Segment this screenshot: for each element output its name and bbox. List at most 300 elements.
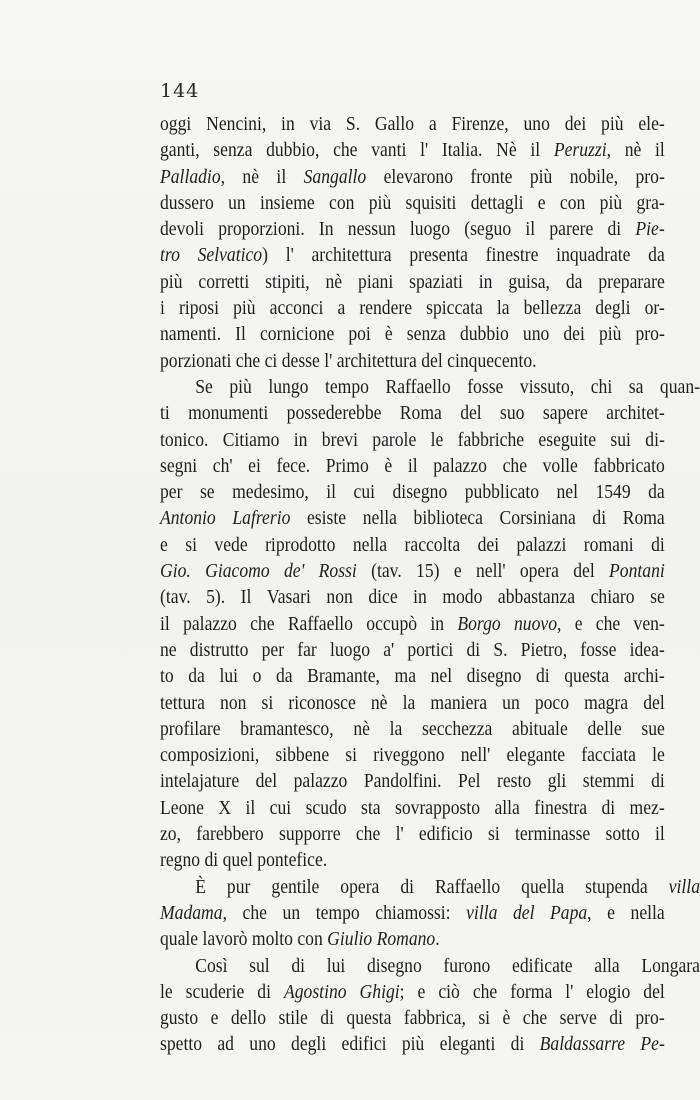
word: del: [512, 901, 535, 924]
text-line: [160, 768, 665, 794]
word: proporzioni.: [218, 218, 305, 241]
text-line: [160, 900, 665, 926]
word: si: [345, 744, 358, 767]
word: nè: [624, 139, 642, 162]
word: Leone: [160, 796, 204, 819]
word: lungo: [268, 375, 309, 398]
word: villa: [668, 875, 700, 898]
word: S.: [493, 638, 508, 661]
word: del: [460, 402, 482, 425]
word: fabbriche: [457, 428, 525, 451]
word: via: [309, 113, 332, 135]
word: di: [400, 875, 415, 898]
word: ven-: [633, 612, 665, 635]
word: palazzo: [433, 454, 487, 477]
word: Lafrerio: [232, 507, 291, 530]
word: edificate: [512, 954, 573, 977]
word: farebbero: [196, 823, 264, 846]
word: lui: [326, 954, 346, 977]
word: regno: [160, 849, 201, 872]
word: È: [195, 875, 206, 898]
word: a: [428, 113, 437, 135]
word: Pandolfini.: [363, 770, 442, 793]
text-line: [160, 111, 665, 137]
word: alla: [594, 954, 620, 977]
word: che: [242, 901, 267, 924]
word: idea-: [629, 638, 665, 661]
word: uno: [522, 323, 550, 346]
word: tettura: [160, 691, 205, 714]
word: 15): [416, 560, 440, 583]
word: un: [502, 691, 520, 714]
text-line: [160, 847, 665, 873]
word: 1549: [595, 481, 631, 504]
word: Romano.: [376, 928, 440, 951]
word: (seguo: [464, 218, 512, 241]
word: ci: [264, 349, 278, 372]
word: zo,: [160, 823, 182, 846]
word: Antonio: [160, 507, 216, 530]
word: finestre: [485, 244, 539, 267]
word: desse: [281, 349, 320, 372]
word: del: [643, 980, 665, 1003]
word: or-: [644, 297, 665, 320]
word: tempo: [324, 375, 369, 398]
word: corretti: [198, 270, 250, 293]
word: Il: [235, 323, 246, 346]
word: Pietro,: [520, 638, 568, 661]
word: di: [651, 770, 665, 793]
word: che: [472, 980, 498, 1003]
text-line: [160, 558, 665, 584]
text-line: [160, 505, 665, 531]
word: e: [537, 191, 546, 214]
word: Il: [240, 586, 252, 609]
word: Agostino: [283, 980, 347, 1003]
word: abbastanza: [497, 586, 576, 609]
word: più: [529, 165, 553, 188]
word: il: [276, 165, 287, 188]
word: la: [496, 297, 510, 320]
word: Baldassarre: [539, 1033, 626, 1056]
word: la: [389, 717, 403, 740]
word: sue: [641, 717, 665, 740]
word: volle: [542, 454, 578, 477]
word: sul: [249, 954, 270, 977]
word: che: [250, 612, 275, 635]
word: fosse: [580, 638, 617, 661]
word: ti: [160, 402, 170, 425]
word: che: [595, 612, 621, 635]
word: per: [261, 638, 285, 661]
word: ele-: [638, 113, 665, 135]
word: in: [281, 113, 295, 135]
word: riveggono: [373, 744, 445, 767]
word: del: [643, 691, 665, 714]
word: gentile: [271, 875, 320, 898]
word: brevi: [321, 428, 358, 451]
word: ne: [160, 638, 177, 661]
word: un: [282, 901, 301, 924]
word: da: [565, 270, 583, 293]
word: luogo: [409, 218, 451, 241]
word: di: [320, 1007, 334, 1030]
word: Italia.: [441, 139, 483, 162]
word: o: [252, 665, 262, 688]
word: spiccata: [426, 297, 483, 320]
word: uno: [523, 113, 550, 135]
word: suo: [500, 402, 525, 425]
word: sotto: [605, 823, 640, 846]
word: S.: [345, 113, 361, 135]
word: tempo: [315, 901, 360, 924]
word: ei: [248, 454, 261, 477]
word: Peruzzi,: [553, 139, 612, 162]
word: preparare: [598, 270, 665, 293]
word: supporre: [279, 823, 341, 846]
word: resto: [497, 770, 532, 793]
word: elogio: [586, 980, 631, 1003]
word: occupò: [366, 612, 418, 635]
word: nè: [325, 270, 343, 293]
word: è: [384, 323, 393, 346]
word: elegante: [506, 744, 566, 767]
word: mez-: [629, 796, 665, 819]
word: de': [283, 560, 305, 583]
word: (tav.: [160, 586, 191, 609]
word: piani: [358, 270, 394, 293]
word: palazzo: [183, 612, 237, 635]
word: fece.: [276, 454, 311, 477]
word: oggi: [160, 113, 192, 135]
word: fabbrica,: [403, 1007, 466, 1030]
word: l': [420, 139, 429, 162]
word: nella: [352, 533, 388, 556]
word: questa: [346, 1007, 392, 1030]
word: scudo: [305, 796, 347, 819]
text-line: [160, 874, 700, 900]
word: gra-: [636, 191, 665, 214]
word: delle: [587, 717, 622, 740]
word: di: [607, 218, 622, 241]
word: cui: [269, 796, 292, 819]
word: da: [188, 665, 205, 688]
word: il: [655, 823, 665, 846]
word: che: [502, 454, 528, 477]
text-line: [160, 321, 665, 347]
word: disegno: [366, 954, 422, 977]
word: sui: [610, 428, 631, 451]
word: far: [297, 638, 317, 661]
word: ciò: [438, 980, 460, 1003]
word: in: [478, 270, 493, 293]
text-line: [160, 164, 665, 190]
word: fronte: [470, 165, 513, 188]
word: parole: [372, 428, 417, 451]
word: architettura: [311, 244, 392, 267]
word: finestra: [534, 796, 588, 819]
word: riposi: [178, 297, 220, 320]
word: palazzo: [293, 770, 348, 793]
word: nell': [475, 560, 506, 583]
word: insieme: [259, 191, 315, 214]
word: Pontani: [609, 560, 665, 583]
word: vanti: [371, 139, 407, 162]
word: magra: [584, 691, 629, 714]
word: più: [368, 191, 392, 214]
text-line: [160, 926, 665, 952]
word: disegno: [392, 481, 448, 504]
word: pro-: [635, 1007, 665, 1030]
word: per: [160, 481, 183, 504]
word: da: [648, 481, 665, 504]
word: intelajature: [160, 770, 240, 793]
word: riconosce: [288, 691, 356, 714]
word: e: [210, 1007, 219, 1030]
word: gusto: [160, 1007, 199, 1030]
text-line: [160, 532, 665, 558]
word: dice: [368, 586, 398, 609]
word: edificio: [418, 823, 473, 846]
word: Vasari: [266, 586, 311, 609]
word: terminasse: [514, 823, 591, 846]
word: riprodotto: [265, 533, 336, 556]
word: le: [652, 744, 665, 767]
word: maniera: [430, 691, 488, 714]
word: Papa,: [550, 901, 592, 924]
text-line: [160, 821, 665, 847]
word: secchezza: [422, 717, 493, 740]
text-line: [160, 427, 665, 453]
word: più: [401, 1033, 425, 1056]
word: possederebbe: [286, 402, 382, 425]
text-line: [160, 795, 665, 821]
word: Citiamo: [222, 428, 280, 451]
word: Così: [195, 954, 228, 977]
word: Pie-: [635, 218, 665, 241]
word: rendere: [359, 297, 413, 320]
word: eleganti: [439, 1033, 496, 1056]
word: Ghigi;: [359, 980, 405, 1003]
word: il: [326, 481, 337, 504]
word: dubbio,: [266, 139, 320, 162]
word: quel: [222, 849, 253, 872]
word: squisiti: [405, 191, 457, 214]
word: opera: [340, 875, 380, 898]
word: e: [417, 980, 426, 1003]
word: dei: [564, 113, 587, 135]
word: sibbene: [275, 744, 330, 767]
word: di: [257, 980, 272, 1003]
word: le: [430, 428, 444, 451]
word: si: [261, 691, 274, 714]
word: nella: [630, 901, 665, 924]
word: to: [160, 665, 174, 688]
word: nessun: [347, 218, 396, 241]
word: di: [601, 796, 616, 819]
word: che: [333, 139, 358, 162]
word: più: [229, 375, 252, 398]
word: presenta: [409, 244, 468, 267]
word: Gallo: [374, 113, 415, 135]
word: chi: [590, 375, 613, 398]
word: X: [218, 796, 232, 819]
word: parere: [549, 218, 594, 241]
word: il: [245, 796, 256, 819]
word: che: [522, 1007, 548, 1030]
word: in: [293, 428, 308, 451]
word: si: [185, 533, 197, 556]
text-line: [160, 295, 665, 321]
word: Pel: [458, 770, 481, 793]
word: nè: [353, 717, 370, 740]
word: ma: [394, 665, 417, 688]
word: il: [525, 218, 536, 241]
word: di: [510, 1033, 525, 1056]
word: quella: [521, 875, 565, 898]
word: chiaro: [590, 586, 635, 609]
word: più: [601, 113, 624, 135]
word: Nencini,: [206, 113, 267, 135]
word: sapere: [542, 402, 588, 425]
word: Gio.: [160, 560, 191, 583]
word: Selvatico): [197, 244, 268, 267]
word: quan-: [659, 375, 700, 398]
word: stupenda: [585, 875, 648, 898]
word: dello: [230, 1007, 267, 1030]
word: con: [559, 191, 586, 214]
text-line: [160, 374, 700, 400]
word: del: [421, 349, 443, 372]
word: segni: [160, 454, 198, 477]
word: architettura: [336, 349, 417, 372]
word: l': [395, 823, 404, 846]
word: uno: [249, 1033, 276, 1056]
word: Corsiniana: [499, 507, 576, 530]
word: profilare: [160, 717, 221, 740]
word: fabbricato: [593, 454, 665, 477]
word: lui: [219, 665, 239, 688]
text-line: [160, 216, 665, 242]
word: distrutto: [189, 638, 249, 661]
word: di: [291, 954, 306, 977]
word: Rossi: [318, 560, 357, 583]
word: esiste: [306, 507, 347, 530]
text-line: [160, 1005, 665, 1031]
word: Longara: [641, 954, 700, 977]
word: se: [650, 586, 665, 609]
word: dettagli: [470, 191, 524, 214]
word: pur: [226, 875, 251, 898]
word: poco: [534, 691, 570, 714]
word: In: [318, 218, 334, 241]
word: villa: [466, 901, 498, 924]
word: ch': [212, 454, 233, 477]
word: Primo: [325, 454, 369, 477]
word: con: [297, 928, 323, 951]
word: di: [651, 533, 665, 556]
word: il: [655, 139, 665, 162]
word: di: [204, 849, 219, 872]
word: Sangallo: [303, 165, 367, 188]
word: stipiti,: [265, 270, 310, 293]
word: Firenze,: [451, 113, 509, 135]
word: più: [160, 270, 183, 293]
word: degli: [595, 297, 631, 320]
text-line: [160, 953, 700, 979]
word: più: [598, 323, 622, 346]
word: (tav.: [371, 560, 402, 583]
word: elevarono: [383, 165, 453, 188]
word: raccolta: [404, 533, 461, 556]
word: spetto: [160, 1033, 203, 1056]
word: nè: [242, 165, 260, 188]
word: luogo: [329, 638, 371, 661]
word: l': [565, 980, 574, 1003]
word: e: [160, 533, 168, 556]
word: architet-: [606, 402, 665, 425]
word: Nè: [496, 139, 517, 162]
text-line: [160, 663, 665, 689]
word: più: [233, 297, 256, 320]
word: pontefice.: [257, 849, 328, 872]
word: sa: [628, 375, 644, 398]
word: abituale: [512, 717, 568, 740]
word: composizioni,: [160, 744, 260, 767]
word: da: [648, 244, 665, 267]
word: il: [407, 454, 418, 477]
word: il: [160, 612, 170, 635]
word: di: [535, 665, 550, 688]
word: che: [235, 349, 261, 372]
word: non: [326, 586, 353, 609]
word: del: [573, 560, 595, 583]
word: lavorò: [202, 928, 248, 951]
word: sta: [361, 796, 381, 819]
word: che: [355, 823, 381, 846]
word: monumenti: [188, 402, 269, 425]
word: i: [160, 297, 165, 320]
text-line: [160, 979, 665, 1005]
word: bellezza: [523, 297, 582, 320]
word: Roma: [399, 402, 442, 425]
word: molto: [251, 928, 293, 951]
word: nel: [556, 481, 578, 504]
word: 5).: [206, 586, 226, 609]
word: a': [383, 638, 395, 661]
word: dubbio: [459, 323, 509, 346]
word: quale: [160, 928, 199, 951]
word: questa: [564, 665, 610, 688]
word: senza: [213, 139, 253, 162]
word: furono: [443, 954, 491, 977]
word: cornicione: [259, 323, 335, 346]
word: a: [337, 297, 346, 320]
word: gli: [547, 770, 567, 793]
word: senza: [406, 323, 446, 346]
word: nel: [430, 665, 453, 688]
text-line: [160, 690, 665, 716]
word: serve: [559, 1007, 597, 1030]
word: nella: [362, 507, 397, 530]
word: sovrapposto: [395, 796, 481, 819]
word: inquadrate: [556, 244, 631, 267]
word: e: [453, 560, 462, 583]
word: del: [255, 770, 278, 793]
word: Raffaello: [385, 375, 451, 398]
text-line: [160, 611, 665, 637]
word: Roma: [622, 507, 665, 530]
